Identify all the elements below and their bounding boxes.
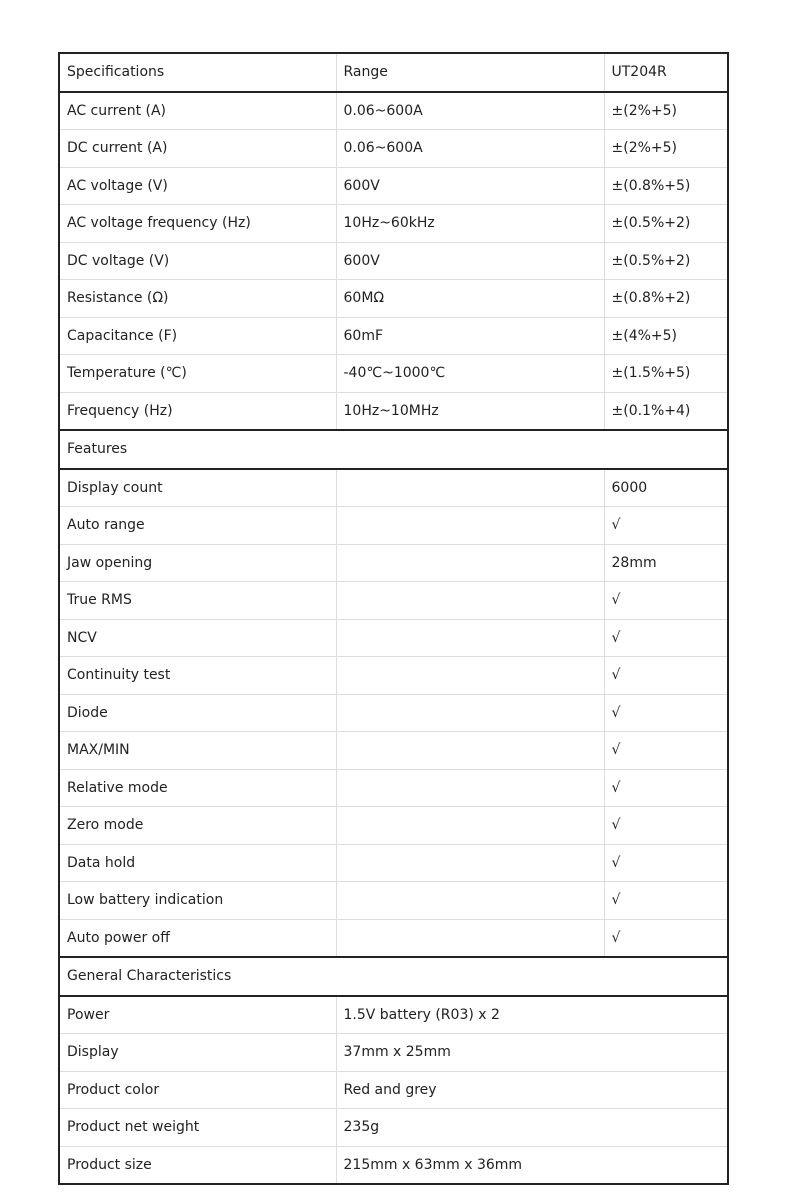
spec-range: 600V xyxy=(336,242,604,280)
section-header-row xyxy=(59,430,728,469)
feature-value: √ xyxy=(604,582,728,620)
section-header-row xyxy=(59,957,728,996)
feature-range xyxy=(336,582,604,620)
spec-value: ±(0.1%+4) xyxy=(604,392,728,430)
spec-name: AC voltage frequency (Hz) xyxy=(59,205,336,243)
feature-range xyxy=(336,619,604,657)
table-row xyxy=(59,167,728,205)
feature-value: √ xyxy=(604,657,728,695)
feature-name: Diode xyxy=(59,694,336,732)
general-value: 235g xyxy=(336,1109,728,1147)
table-row xyxy=(59,619,728,657)
spec-range: -40℃~1000℃ xyxy=(336,355,604,393)
feature-name: Zero mode xyxy=(59,807,336,845)
feature-range xyxy=(336,807,604,845)
feature-value: √ xyxy=(604,769,728,807)
feature-value: √ xyxy=(604,882,728,920)
spec-name: Capacitance (F) xyxy=(59,317,336,355)
table-row xyxy=(59,769,728,807)
feature-name: True RMS xyxy=(59,582,336,620)
feature-range xyxy=(336,469,604,507)
table-row xyxy=(59,732,728,770)
table-row xyxy=(59,205,728,243)
spec-range: 10Hz~60kHz xyxy=(336,205,604,243)
feature-range xyxy=(336,732,604,770)
feature-range xyxy=(336,657,604,695)
table-row xyxy=(59,657,728,695)
feature-range xyxy=(336,769,604,807)
feature-name: Data hold xyxy=(59,844,336,882)
spec-range: 600V xyxy=(336,167,604,205)
table-row xyxy=(59,1034,728,1072)
table-row xyxy=(59,317,728,355)
feature-range xyxy=(336,507,604,545)
table-row xyxy=(59,844,728,882)
spec-range: 0.06~600A xyxy=(336,130,604,168)
feature-name: Auto range xyxy=(59,507,336,545)
spec-range: 0.06~600A xyxy=(336,92,604,130)
feature-value: 28mm xyxy=(604,544,728,582)
table-header-row xyxy=(59,53,728,92)
table-row xyxy=(59,544,728,582)
section-title-features: Features xyxy=(59,430,728,469)
spec-range: 10Hz~10MHz xyxy=(336,392,604,430)
feature-value: √ xyxy=(604,807,728,845)
spec-value: ±(2%+5) xyxy=(604,130,728,168)
spec-name: Resistance (Ω) xyxy=(59,280,336,318)
feature-name: Relative mode xyxy=(59,769,336,807)
general-value: 215mm x 63mm x 36mm xyxy=(336,1146,728,1184)
feature-range xyxy=(336,544,604,582)
feature-value: √ xyxy=(604,619,728,657)
general-name: Product size xyxy=(59,1146,336,1184)
header-range: Range xyxy=(336,53,604,92)
feature-value: 6000 xyxy=(604,469,728,507)
table-row xyxy=(59,392,728,430)
general-name: Display xyxy=(59,1034,336,1072)
spec-name: Temperature (℃) xyxy=(59,355,336,393)
table-row xyxy=(59,1146,728,1184)
header-model: UT204R xyxy=(604,53,728,92)
feature-value: √ xyxy=(604,694,728,732)
header-specifications: Specifications xyxy=(59,53,336,92)
feature-name: Display count xyxy=(59,469,336,507)
general-name: Product net weight xyxy=(59,1109,336,1147)
feature-value: √ xyxy=(604,919,728,957)
feature-range xyxy=(336,694,604,732)
feature-name: Jaw opening xyxy=(59,544,336,582)
spec-range: 60mF xyxy=(336,317,604,355)
table-row xyxy=(59,130,728,168)
table-row xyxy=(59,242,728,280)
spec-value: ±(0.8%+5) xyxy=(604,167,728,205)
feature-name: Low battery indication xyxy=(59,882,336,920)
spec-value: ±(0.5%+2) xyxy=(604,205,728,243)
general-name: Power xyxy=(59,996,336,1034)
feature-value: √ xyxy=(604,844,728,882)
feature-name: Auto power off xyxy=(59,919,336,957)
table-row xyxy=(59,582,728,620)
feature-range xyxy=(336,882,604,920)
spec-value: ±(1.5%+5) xyxy=(604,355,728,393)
general-value: 1.5V battery (R03) x 2 xyxy=(336,996,728,1034)
spec-value: ±(0.5%+2) xyxy=(604,242,728,280)
general-value: 37mm x 25mm xyxy=(336,1034,728,1072)
feature-range xyxy=(336,919,604,957)
table-row xyxy=(59,280,728,318)
spec-name: Frequency (Hz) xyxy=(59,392,336,430)
table-row xyxy=(59,882,728,920)
spec-name: DC voltage (V) xyxy=(59,242,336,280)
table-row xyxy=(59,919,728,957)
feature-name: Continuity test xyxy=(59,657,336,695)
table-row xyxy=(59,92,728,130)
spec-range: 60MΩ xyxy=(336,280,604,318)
spec-name: AC voltage (V) xyxy=(59,167,336,205)
table-row xyxy=(59,507,728,545)
feature-value: √ xyxy=(604,507,728,545)
general-name: Product color xyxy=(59,1071,336,1109)
table-row xyxy=(59,694,728,732)
feature-range xyxy=(336,844,604,882)
table-row xyxy=(59,355,728,393)
table-row xyxy=(59,1109,728,1147)
feature-name: MAX/MIN xyxy=(59,732,336,770)
spec-value: ±(4%+5) xyxy=(604,317,728,355)
general-value: Red and grey xyxy=(336,1071,728,1109)
feature-value: √ xyxy=(604,732,728,770)
feature-name: NCV xyxy=(59,619,336,657)
table-row xyxy=(59,1071,728,1109)
table-row xyxy=(59,996,728,1034)
spec-name: DC current (A) xyxy=(59,130,336,168)
table-row xyxy=(59,469,728,507)
spec-table xyxy=(58,52,729,1185)
spec-name: AC current (A) xyxy=(59,92,336,130)
table-row xyxy=(59,807,728,845)
spec-value: ±(2%+5) xyxy=(604,92,728,130)
section-title-general: General Characteristics xyxy=(59,957,728,996)
spec-value: ±(0.8%+2) xyxy=(604,280,728,318)
